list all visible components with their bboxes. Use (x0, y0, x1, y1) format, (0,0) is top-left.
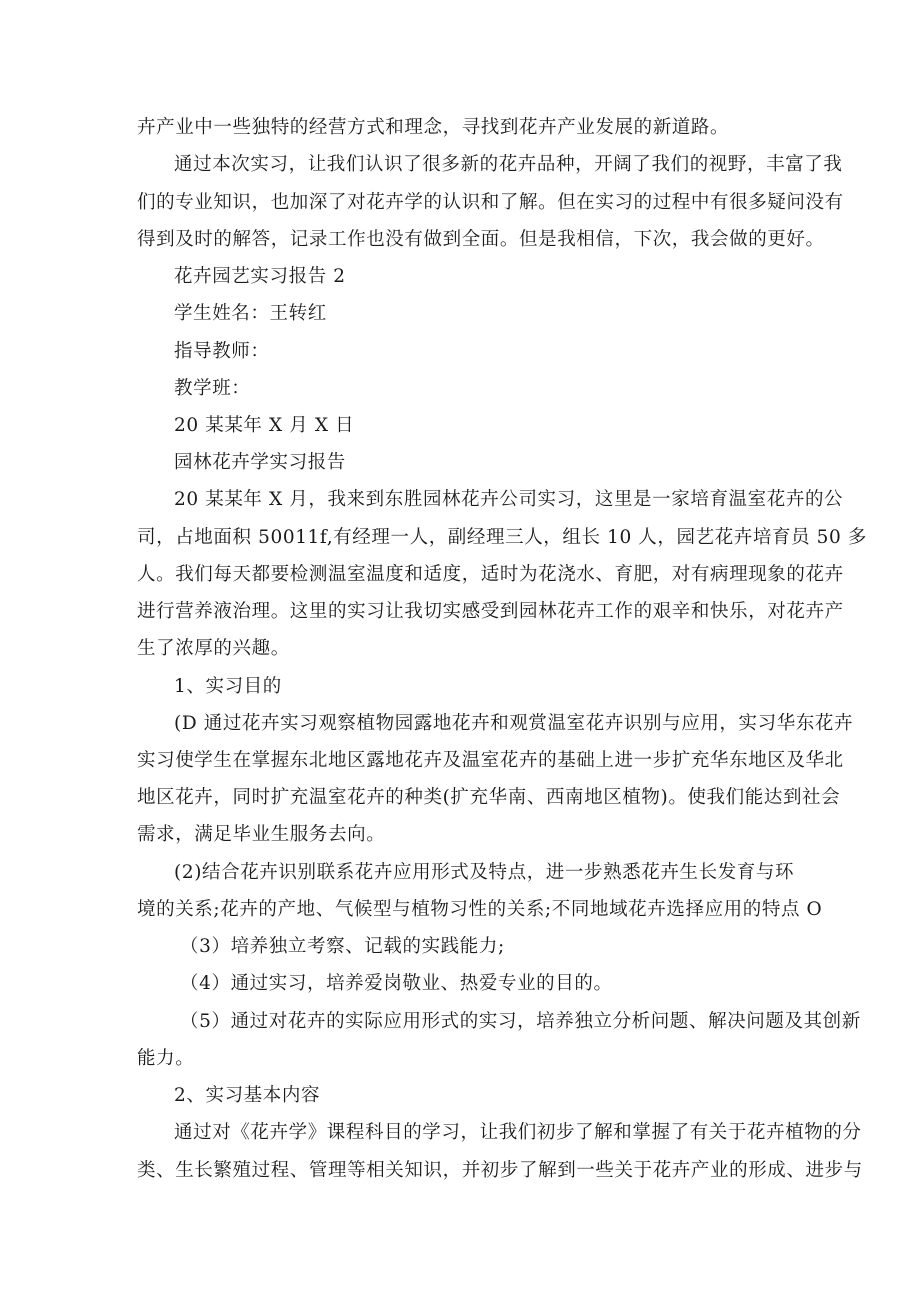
text-line: 卉产业中一些独特的经营方式和理念，寻找到花卉产业发展的新道路。 (137, 117, 730, 138)
text-line: 得到及时的解答，记录工作也没有做到全面。但是我相信，下次，我会做的更好。 (137, 229, 825, 250)
text-line: 通过本次实习，让我们认识了很多新的花卉品种，开阔了我们的视野，丰富了我 (174, 154, 843, 175)
text-line: 通过对《花卉学》课程科目的学习，让我们初步了解和掌握了有关于花卉植物的分 (174, 1122, 862, 1143)
text-line: (2)结合花卉识别联系花卉应用形式及特点，进一步熟悉花卉生长发育与环 (174, 862, 795, 883)
text-line: 学生姓名：王转红 (174, 303, 327, 324)
text-line: 指导教师： (174, 341, 270, 362)
text-line: 人。我们每天都要检测温室温度和适度，适时为花浇水、育肥，对有病理现象的花卉 (137, 564, 844, 585)
section-heading: 1、实习目的 (174, 676, 282, 697)
text-line: 生了浓厚的兴趣。 (137, 638, 290, 659)
text-line: （3）培养独立考察、记载的实践能力; (180, 936, 505, 957)
text-line: 进行营养液治理。这里的实习让我切实感受到园林花卉工作的艰辛和快乐，对花卉产 (137, 601, 844, 622)
text-line: 类、生长繁殖过程、管理等相关知识，并初步了解到一些关于花卉产业的形成、进步与 (137, 1160, 863, 1181)
section-heading: 花卉园艺实习报告 2 (174, 266, 346, 287)
text-line: 需求，满足毕业生服务去向。 (137, 824, 386, 845)
text-line: 实习使学生在掌握东北地区露地花卉及温室花卉的基础上进一步扩充华东地区及华北 (137, 750, 844, 771)
text-line: （5）通过对花卉的实际应用形式的实习，培养独立分析问题、解决问题及其创新 (180, 1011, 861, 1032)
text-line: 地区花卉，同时扩充温室花卉的种类(扩充华南、西南地区植物)。使我们能达到社会 (137, 787, 841, 808)
text-line: 教学班： (174, 378, 251, 399)
text-line: 们的专业知识，也加深了对花卉学的认识和了解。但在实习的过程中有很多疑问没有 (137, 192, 844, 213)
text-line: 能力。 (137, 1048, 195, 1069)
text-line: (D 通过花卉实习观察植物园露地花卉和观赏温室花卉识别与应用，实习华东花卉 (174, 713, 854, 734)
text-line: 司，占地面积 50011f,有经理一人，副经理三人，组长 10 人，园艺花卉培育员 50 多 (137, 527, 868, 548)
text-line: 境的关系;花卉的产地、气候型与植物习性的关系;不同地域花卉选择应用的特点 O (137, 899, 823, 920)
section-heading: 园林花卉学实习报告 (174, 452, 346, 473)
section-heading: 2、实习基本内容 (174, 1085, 321, 1106)
text-line: 20 某某年 X 月，我来到东胜园林花卉公司实习，这里是一家培育温室花卉的公 (174, 489, 844, 510)
text-line: 20 某某年 X 月 X 日 (174, 415, 355, 436)
text-line: （4）通过实习，培养爱岗敬业、热爱专业的目的。 (180, 973, 613, 994)
